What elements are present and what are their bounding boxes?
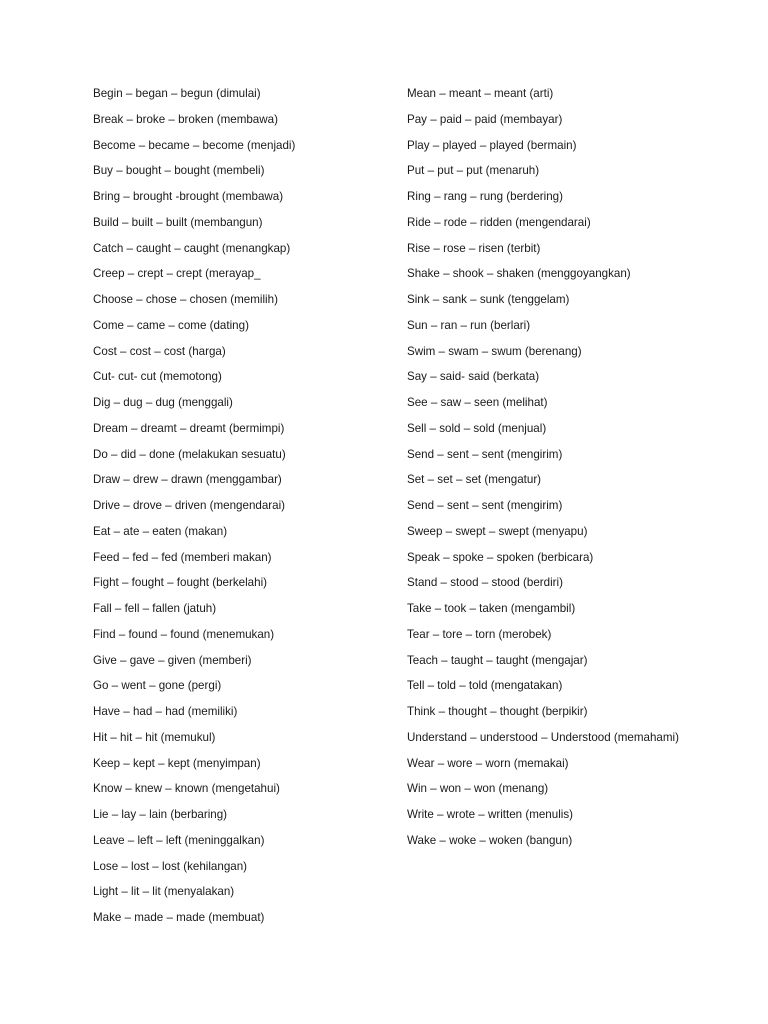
verb-entry: Eat – ate – eaten (makan) xyxy=(93,524,228,538)
verb-entry: Begin – began – begun (dimulai) xyxy=(93,87,261,100)
verb-entry: Lose – lost – lost (kehilangan) xyxy=(93,859,248,873)
verb-entry: Build – built – built (membangun) xyxy=(93,215,263,229)
verb-entry: Play – played – played (bermain) xyxy=(407,138,577,152)
verb-entry: Say – said- said (berkata) xyxy=(407,370,540,384)
verb-entry: Put – put – put (menaruh) xyxy=(407,164,540,178)
verb-entry: Speak – spoke – spoken (berbicara) xyxy=(407,550,594,564)
verb-entry: Make – made – made (membuat) xyxy=(93,911,265,924)
verb-entry: Bring – brought -brought (membawa) xyxy=(93,190,284,203)
verb-entry: Sun – ran – run (berlari) xyxy=(407,318,531,332)
verb-entry: Win – won – won (menang) xyxy=(407,782,549,796)
verb-entry: Ride – rode – ridden (mengendarai) xyxy=(407,215,591,229)
verb-entry: Dream – dreamt – dreamt (bermimpi) xyxy=(93,421,285,435)
verb-entry: Feed – fed – fed (memberi makan) xyxy=(93,550,272,564)
verb-entry: Draw – drew – drawn (menggambar) xyxy=(93,473,282,487)
verb-entry: Send – sent – sent (mengirim) xyxy=(407,447,563,461)
verb-entry: Have – had – had (memiliki) xyxy=(93,705,238,718)
verb-entry: Stand – stood – stood (berdiri) xyxy=(407,576,563,590)
verb-entry: Ring – rang – rung (berdering) xyxy=(407,190,563,203)
verb-entry: Tell – told – told (mengatakan) xyxy=(407,679,563,693)
verb-entry: Sell – sold – sold (menjual) xyxy=(407,421,547,435)
verb-entry: Tear – tore – torn (merobek) xyxy=(407,627,552,641)
verb-entry: Shake – shook – shaken (menggoyangkan) xyxy=(407,267,631,281)
verb-entry: Rise – rose – risen (terbit) xyxy=(407,241,541,255)
verb-entry: Write – wrote – written (menulis) xyxy=(407,808,574,821)
right-verb-column xyxy=(407,86,707,859)
verb-entry: Keep – kept – kept (menyimpan) xyxy=(93,756,261,770)
verb-entry: See – saw – seen (melihat) xyxy=(407,396,548,409)
verb-entry: Sweep – swept – swept (menyapu) xyxy=(407,524,588,538)
verb-entry: Drive – drove – driven (mengendarai) xyxy=(93,499,286,512)
verb-entry: Leave – left – left (meninggalkan) xyxy=(93,833,265,847)
verb-entry: Light – lit – lit (menyalakan) xyxy=(93,885,235,899)
verb-entry: Pay – paid – paid (membayar) xyxy=(407,112,563,126)
left-verb-column xyxy=(93,86,393,936)
verb-entry: Come – came – come (dating) xyxy=(93,318,249,332)
verb-entry: Break – broke – broken (membawa) xyxy=(93,112,278,126)
verb-entry: Fall – fell – fallen (jatuh) xyxy=(93,602,217,615)
verb-entry: Take – took – taken (mengambil) xyxy=(407,602,576,615)
verb-entry: Lie – lay – lain (berbaring) xyxy=(93,808,228,821)
verb-entry: Become – became – become (menjadi) xyxy=(93,138,296,152)
verb-entry: Hit – hit – hit (memukul) xyxy=(93,730,216,744)
verb-entry: Sink – sank – sunk (tenggelam) xyxy=(407,293,570,306)
verb-entry: Cut- cut- cut (memotong) xyxy=(93,370,222,384)
verb-entry: Buy – bought – bought (membeli) xyxy=(93,164,265,178)
verb-entry: Send – sent – sent (mengirim) xyxy=(407,499,563,512)
verb-entry: Go – went – gone (pergi) xyxy=(93,679,222,693)
verb-entry: Wear – wore – worn (memakai) xyxy=(407,756,569,770)
verb-entry: Cost – cost – cost (harga) xyxy=(93,344,226,358)
verb-entry: Give – gave – given (memberi) xyxy=(93,653,252,667)
verb-entry: Dig – dug – dug (menggali) xyxy=(93,396,233,409)
verb-entry: Set – set – set (mengatur) xyxy=(407,473,542,487)
verb-entry: Mean – meant – meant (arti) xyxy=(407,87,554,100)
verb-entry: Swim – swam – swum (berenang) xyxy=(407,344,582,358)
verb-entry: Catch – caught – caught (menangkap) xyxy=(93,241,291,255)
verb-entry: Do – did – done (melakukan sesuatu) xyxy=(93,447,286,461)
verb-entry: Creep – crept – crept (merayap_ xyxy=(93,267,261,281)
verb-entry: Understand – understood – Understood (memahami) xyxy=(407,730,679,744)
verb-entry: Teach – taught – taught (mengajar) xyxy=(407,653,588,667)
verb-entry: Know – knew – known (mengetahui) xyxy=(93,782,280,796)
verb-entry: Choose – chose – chosen (memilih) xyxy=(93,293,278,306)
verb-entry: Fight – fought – fought (berkelahi) xyxy=(93,576,268,590)
verb-entry: Think – thought – thought (berpikir) xyxy=(407,705,588,718)
verb-entry: Find – found – found (menemukan) xyxy=(93,627,275,641)
verb-entry: Wake – woke – woken (bangun) xyxy=(407,833,573,847)
